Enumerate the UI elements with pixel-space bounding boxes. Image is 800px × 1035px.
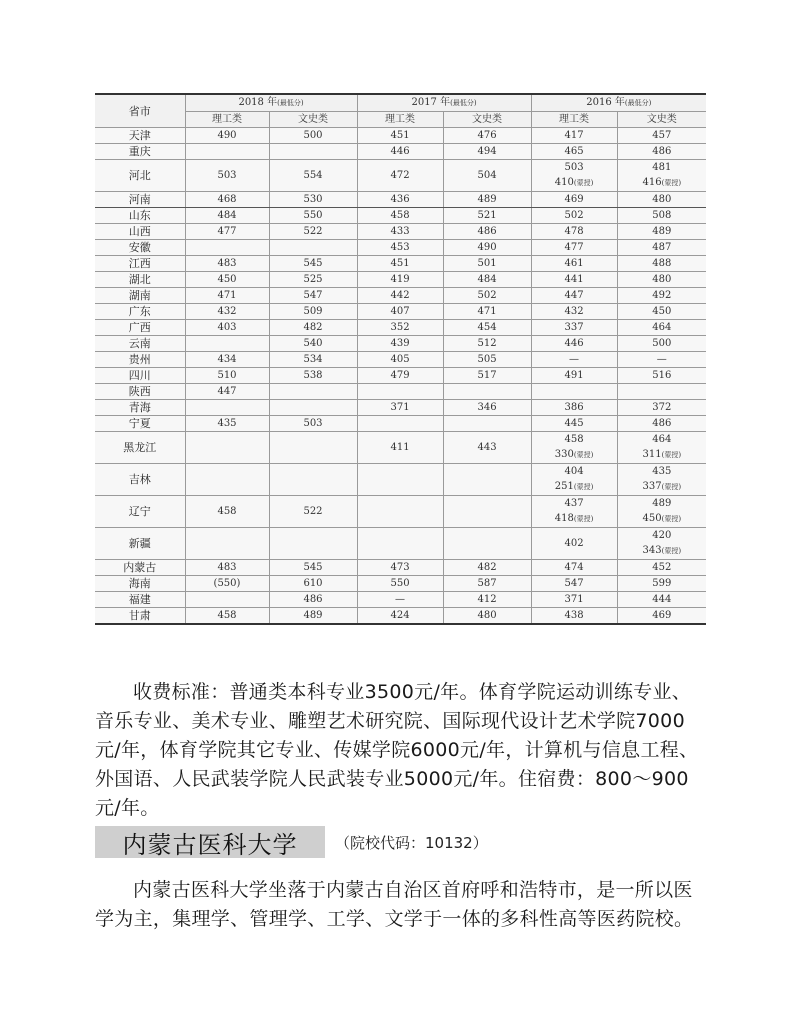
school-header — [95, 826, 488, 858]
score-value-mongolian: 416(蒙授) — [642, 177, 682, 188]
score-cell: 371 — [531, 592, 617, 608]
score-cell: 479 — [357, 368, 443, 384]
score-cell: 402 — [531, 528, 617, 560]
score-cell: 492 — [617, 288, 706, 304]
score-cell — [443, 528, 531, 560]
province-cell: 四川 — [95, 368, 185, 384]
score-value-mongolian: 410(蒙授) — [554, 177, 594, 188]
score-cell — [357, 384, 443, 400]
score-cell: 509 — [269, 304, 357, 320]
score-cell: 500 — [617, 336, 706, 352]
score-cell: 478 — [531, 224, 617, 240]
province-cell: 山西 — [95, 224, 185, 240]
score-cell — [617, 464, 706, 496]
score-cell: — — [357, 592, 443, 608]
score-cell: 482 — [269, 320, 357, 336]
header-science: 理工类 — [531, 112, 617, 128]
score-cell — [269, 400, 357, 416]
header-year-2017: 2017 年(最低分) — [357, 94, 531, 112]
score-cell — [269, 464, 357, 496]
header-arts: 文史类 — [617, 112, 706, 128]
score-cell: 458 — [185, 496, 269, 528]
score-cell: 434 — [185, 352, 269, 368]
score-cell — [185, 144, 269, 160]
score-cell: 465 — [531, 144, 617, 160]
score-cell: 483 — [185, 256, 269, 272]
score-cell — [617, 160, 706, 192]
score-cell: 545 — [269, 256, 357, 272]
score-cell: 610 — [269, 576, 357, 592]
score-cell: 483 — [185, 560, 269, 576]
score-cell — [443, 496, 531, 528]
score-cell: 469 — [531, 192, 617, 208]
score-cell: 452 — [617, 560, 706, 576]
table-body — [95, 128, 706, 625]
score-cell — [185, 336, 269, 352]
score-value-mongolian: 251(蒙授) — [554, 481, 594, 492]
score-cell: 547 — [269, 288, 357, 304]
table-row — [95, 208, 706, 224]
score-cell: 494 — [443, 144, 531, 160]
score-value-mongolian: 311(蒙授) — [642, 449, 682, 460]
score-cell — [185, 240, 269, 256]
province-cell: 重庆 — [95, 144, 185, 160]
score-cell — [269, 432, 357, 464]
table-row — [95, 192, 706, 208]
province-cell: 宁夏 — [95, 416, 185, 432]
score-value-mongolian: 450(蒙授) — [642, 513, 682, 524]
score-cell: 547 — [531, 576, 617, 592]
table-row — [95, 608, 706, 625]
score-cell: 480 — [617, 272, 706, 288]
score-cell: 534 — [269, 352, 357, 368]
score-cell: 510 — [185, 368, 269, 384]
score-cell — [185, 400, 269, 416]
score-cell — [357, 528, 443, 560]
score-cell: 438 — [531, 608, 617, 625]
header-province: 省市 — [95, 94, 185, 128]
score-cell: 461 — [531, 256, 617, 272]
province-cell: 山东 — [95, 208, 185, 224]
score-cell: 486 — [617, 144, 706, 160]
score-cell — [185, 432, 269, 464]
score-cell: 445 — [531, 416, 617, 432]
score-cell: 471 — [443, 304, 531, 320]
score-cell: 454 — [443, 320, 531, 336]
table-row — [95, 560, 706, 576]
score-cell — [357, 464, 443, 496]
table-row — [95, 128, 706, 144]
province-cell: 云南 — [95, 336, 185, 352]
province-cell: 内蒙古 — [95, 560, 185, 576]
score-cell: 447 — [531, 288, 617, 304]
score-cell: 517 — [443, 368, 531, 384]
province-cell: 河南 — [95, 192, 185, 208]
score-cell: 486 — [269, 592, 357, 608]
score-cell — [269, 240, 357, 256]
score-cell: 403 — [185, 320, 269, 336]
score-cell: 468 — [185, 192, 269, 208]
school-code: （院校代码：10132） — [335, 833, 488, 852]
score-cell: 521 — [443, 208, 531, 224]
score-cell: 538 — [269, 368, 357, 384]
score-cell: 372 — [617, 400, 706, 416]
score-cell: 480 — [443, 608, 531, 625]
score-cell: 453 — [357, 240, 443, 256]
score-cell: 407 — [357, 304, 443, 320]
score-cell: 489 — [443, 192, 531, 208]
score-cell: 490 — [443, 240, 531, 256]
score-cell: 419 — [357, 272, 443, 288]
score-value: 437 — [564, 498, 584, 509]
score-cell: 554 — [269, 160, 357, 192]
table-row — [95, 464, 706, 496]
score-value: 489 — [652, 498, 672, 509]
score-cell: 503 — [269, 416, 357, 432]
score-cell — [531, 496, 617, 528]
score-cell: 477 — [185, 224, 269, 240]
score-cell: 489 — [617, 224, 706, 240]
score-cell: 386 — [531, 400, 617, 416]
school-title-bar — [95, 826, 325, 858]
score-cell: 472 — [357, 160, 443, 192]
score-cell — [443, 384, 531, 400]
score-cell: 550 — [357, 576, 443, 592]
score-cell — [617, 432, 706, 464]
score-value-mongolian: 330(蒙授) — [554, 449, 594, 460]
score-value: 420 — [652, 530, 672, 541]
table-row — [95, 432, 706, 464]
score-cell: 508 — [617, 208, 706, 224]
score-cell: 504 — [443, 160, 531, 192]
province-cell: 吉林 — [95, 464, 185, 496]
score-cell — [531, 432, 617, 464]
score-cell: 451 — [357, 128, 443, 144]
score-cell — [185, 592, 269, 608]
score-cell: 484 — [185, 208, 269, 224]
province-cell: 新疆 — [95, 528, 185, 560]
score-cell: 433 — [357, 224, 443, 240]
score-value: 458 — [564, 434, 584, 445]
score-cell: 436 — [357, 192, 443, 208]
score-cell — [443, 416, 531, 432]
score-cell: 501 — [443, 256, 531, 272]
score-value: 481 — [652, 162, 672, 173]
score-cell: 490 — [185, 128, 269, 144]
score-cell: 441 — [531, 272, 617, 288]
score-cell — [357, 496, 443, 528]
score-cell: 486 — [617, 416, 706, 432]
score-cell — [531, 464, 617, 496]
province-cell: 黑龙江 — [95, 432, 185, 464]
score-cell — [617, 496, 706, 528]
score-cell: 464 — [617, 320, 706, 336]
province-cell: 湖南 — [95, 288, 185, 304]
province-cell: 福建 — [95, 592, 185, 608]
score-cell: 450 — [617, 304, 706, 320]
score-value-mongolian: 418(蒙授) — [554, 513, 594, 524]
score-cell: 405 — [357, 352, 443, 368]
school-intro-paragraph: 内蒙古医科大学坐落于内蒙古自治区首府呼和浩特市，是一所以医学为主，集理学、管理学、工学、文学于一体的多科性高等医药院校。 — [95, 879, 694, 930]
score-cell: 458 — [357, 208, 443, 224]
table-row — [95, 240, 706, 256]
province-cell: 河北 — [95, 160, 185, 192]
score-cell: 480 — [617, 192, 706, 208]
table-row — [95, 368, 706, 384]
score-cell: 505 — [443, 352, 531, 368]
score-cell: 446 — [357, 144, 443, 160]
score-cell: 444 — [617, 592, 706, 608]
table-row — [95, 160, 706, 192]
province-cell: 甘肃 — [95, 608, 185, 625]
score-cell: 469 — [617, 608, 706, 625]
score-cell: 476 — [443, 128, 531, 144]
admission-score-table — [95, 93, 706, 625]
score-cell: 522 — [269, 224, 357, 240]
score-cell — [269, 384, 357, 400]
school-name: 内蒙古医科大学 — [122, 830, 298, 859]
table-row — [95, 576, 706, 592]
score-cell: 474 — [531, 560, 617, 576]
score-cell: 411 — [357, 432, 443, 464]
score-cell: 451 — [357, 256, 443, 272]
province-cell: 青海 — [95, 400, 185, 416]
score-cell: 432 — [185, 304, 269, 320]
score-cell: 424 — [357, 608, 443, 625]
score-value: 503 — [564, 162, 584, 173]
score-cell: 432 — [531, 304, 617, 320]
score-cell: 482 — [443, 560, 531, 576]
score-cell: 352 — [357, 320, 443, 336]
score-cell: 502 — [531, 208, 617, 224]
score-cell — [357, 416, 443, 432]
score-cell: 458 — [185, 608, 269, 625]
table-row — [95, 288, 706, 304]
score-cell — [531, 160, 617, 192]
score-cell: 457 — [617, 128, 706, 144]
score-value-mongolian: 343(蒙授) — [642, 545, 682, 556]
province-cell: 广东 — [95, 304, 185, 320]
score-cell: 442 — [357, 288, 443, 304]
table-row — [95, 144, 706, 160]
score-cell — [617, 384, 706, 400]
score-cell — [269, 528, 357, 560]
score-cell: 512 — [443, 336, 531, 352]
table-row — [95, 224, 706, 240]
score-cell — [185, 528, 269, 560]
score-cell: 473 — [357, 560, 443, 576]
score-cell: 486 — [443, 224, 531, 240]
table-row — [95, 304, 706, 320]
score-cell: 587 — [443, 576, 531, 592]
score-cell: 484 — [443, 272, 531, 288]
score-cell: 599 — [617, 576, 706, 592]
score-cell: 545 — [269, 560, 357, 576]
province-cell: 江西 — [95, 256, 185, 272]
score-cell: 502 — [443, 288, 531, 304]
score-value: 435 — [652, 466, 672, 477]
province-cell: 辽宁 — [95, 496, 185, 528]
score-value: 404 — [564, 466, 584, 477]
score-value-mongolian: 337(蒙授) — [642, 481, 682, 492]
score-cell — [617, 528, 706, 560]
score-cell: 516 — [617, 368, 706, 384]
province-cell: 陕西 — [95, 384, 185, 400]
score-cell: 371 — [357, 400, 443, 416]
score-cell: 540 — [269, 336, 357, 352]
score-cell: 435 — [185, 416, 269, 432]
table-row — [95, 496, 706, 528]
score-cell: (550) — [185, 576, 269, 592]
province-cell: 天津 — [95, 128, 185, 144]
province-cell: 广西 — [95, 320, 185, 336]
header-year-2018: 2018 年(最低分) — [185, 94, 357, 112]
table-row — [95, 528, 706, 560]
score-cell: 346 — [443, 400, 531, 416]
score-cell: 550 — [269, 208, 357, 224]
table-row — [95, 336, 706, 352]
table-row — [95, 352, 706, 368]
province-cell: 安徽 — [95, 240, 185, 256]
score-cell: — — [617, 352, 706, 368]
score-cell: 446 — [531, 336, 617, 352]
score-cell: — — [531, 352, 617, 368]
score-cell: 525 — [269, 272, 357, 288]
score-cell — [185, 464, 269, 496]
score-cell: 450 — [185, 272, 269, 288]
score-cell: 477 — [531, 240, 617, 256]
fee-standard-paragraph: 收费标准：普通类本科专业3500元/年。体育学院运动训练专业、音乐专业、美术专业、雕塑艺术研究院、国际现代设计艺术学院7000元/年，体育学院其它专业、传媒学院6000元/年，计算机与信息工程、外国语、人民武装学院人民武装专业5000元/年。住宿费：800～900元/年。 — [95, 681, 699, 819]
score-cell: 487 — [617, 240, 706, 256]
table-row — [95, 320, 706, 336]
header-arts: 文史类 — [443, 112, 531, 128]
province-cell: 贵州 — [95, 352, 185, 368]
score-cell: 471 — [185, 288, 269, 304]
table-row — [95, 272, 706, 288]
province-cell: 海南 — [95, 576, 185, 592]
score-cell: 500 — [269, 128, 357, 144]
score-cell — [443, 464, 531, 496]
table-row — [95, 256, 706, 272]
header-science: 理工类 — [357, 112, 443, 128]
table-row — [95, 400, 706, 416]
score-cell: 447 — [185, 384, 269, 400]
table-row — [95, 592, 706, 608]
score-cell: 503 — [185, 160, 269, 192]
score-cell: 530 — [269, 192, 357, 208]
score-cell: 488 — [617, 256, 706, 272]
table-row — [95, 384, 706, 400]
score-cell: 439 — [357, 336, 443, 352]
score-cell — [269, 144, 357, 160]
score-cell: 412 — [443, 592, 531, 608]
table-row — [95, 416, 706, 432]
score-cell — [531, 384, 617, 400]
score-cell: 489 — [269, 608, 357, 625]
score-cell: 443 — [443, 432, 531, 464]
header-year-2016: 2016 年(最低分) — [531, 94, 706, 112]
score-value: 464 — [652, 434, 672, 445]
score-cell: 522 — [269, 496, 357, 528]
province-cell: 湖北 — [95, 272, 185, 288]
header-science: 理工类 — [185, 112, 269, 128]
score-cell: 491 — [531, 368, 617, 384]
score-cell: 337 — [531, 320, 617, 336]
score-cell: 417 — [531, 128, 617, 144]
header-arts: 文史类 — [269, 112, 357, 128]
